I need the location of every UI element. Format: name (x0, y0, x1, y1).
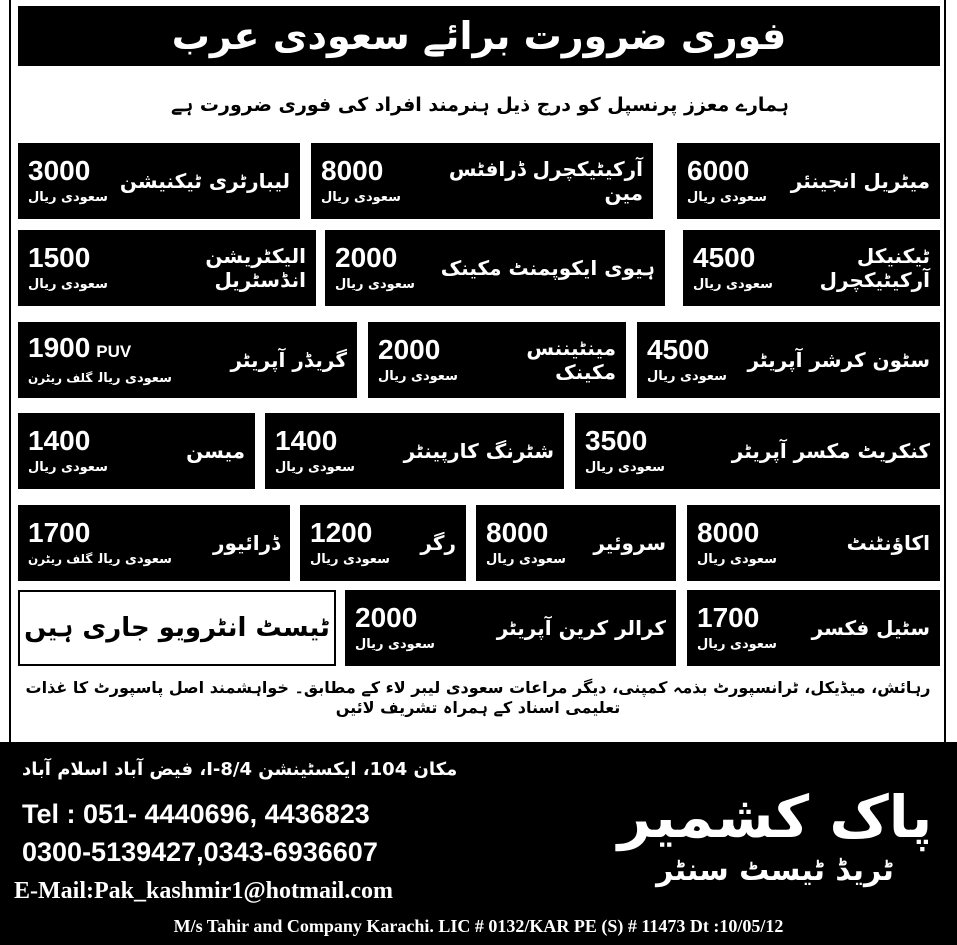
currency-line (647, 366, 727, 386)
salary-value: 6000 (687, 155, 750, 186)
currency-line (28, 187, 108, 207)
job-card (311, 143, 653, 219)
currency-label: سعودی ریال (697, 637, 777, 652)
salary-amount (335, 242, 397, 274)
currency-line (275, 457, 355, 477)
salary-amount (647, 334, 709, 366)
job-title: سروئیر (593, 531, 666, 555)
salary-amount (28, 332, 131, 368)
salary (355, 602, 435, 654)
currency-line (697, 634, 777, 654)
job-card (300, 505, 466, 581)
salary-amount (310, 517, 372, 549)
job-card (476, 505, 676, 581)
salary-value: 1900 (28, 332, 91, 363)
currency-label: سعودی ریال (310, 552, 390, 567)
salary (697, 602, 777, 654)
email: E-Mail:Pak_kashmir1@hotmail.com (14, 878, 393, 904)
salary-value: 8000 (697, 517, 760, 548)
salary-value: 1400 (28, 425, 91, 456)
currency-label: سعودی ریال (693, 277, 773, 292)
job-title: ڈرائیور (212, 531, 280, 555)
test-interview-notice: ٹیسٹ انٹرویو جاری ہیں (18, 590, 336, 666)
job-card (18, 143, 300, 219)
job-title: ٹیکنیکل آرکیٹیکچرل (819, 244, 930, 292)
salary-value: 4500 (647, 334, 710, 365)
salary (335, 242, 415, 294)
currency-line (28, 457, 108, 477)
salary (647, 334, 727, 386)
currency-line (486, 549, 566, 569)
currency-label: سعودی ریال (335, 277, 415, 292)
currency-label: سعودی ریال (486, 552, 566, 567)
address: مکان 104، ایکسٹینشن I-8/4، فیض آباد اسلام آباد (22, 759, 458, 780)
job-title: مینٹیننس مکینک (526, 336, 616, 384)
salary (275, 425, 355, 477)
salary-amount (693, 242, 755, 274)
salary-tag: PUV (96, 342, 132, 361)
currency-line (28, 368, 172, 388)
job-card (18, 505, 290, 581)
currency-label: سعودی ریال (275, 460, 355, 475)
job-title: میٹریل انجینئر (790, 169, 930, 193)
job-card (18, 413, 255, 489)
currency-line (697, 549, 777, 569)
currency-label: سعودی ریال (28, 460, 108, 475)
salary-amount (697, 517, 759, 549)
currency-line (28, 549, 172, 569)
intro-text: ہمارے معزز پرنسپل کو درج ذیل ہنرمند افراد کی فوری ضرورت ہے (171, 94, 789, 116)
salary-amount (697, 602, 759, 634)
salary (378, 334, 458, 386)
job-title: ہیوی ایکوپمنٹ مکینک (440, 256, 655, 280)
salary (321, 155, 401, 207)
salary (687, 155, 767, 207)
job-card (18, 322, 357, 398)
ad-title: فوری ضرورت برائے سعودی عرب (18, 6, 940, 66)
currency-label: سعودی ریال (687, 190, 767, 205)
job-card (345, 590, 676, 666)
brand-logo (615, 782, 935, 890)
currency-line (378, 366, 458, 386)
salary-amount (585, 425, 647, 457)
job-card (683, 230, 940, 306)
job-card (687, 590, 940, 666)
currency-line (310, 549, 390, 569)
salary-amount (28, 425, 90, 457)
currency-label: سعودی ریال (28, 190, 108, 205)
salary (28, 242, 108, 294)
job-title: کرالر کرین آپریٹر (496, 616, 666, 640)
currency-line (335, 274, 415, 294)
job-card (265, 413, 564, 489)
salary-amount (28, 242, 90, 274)
job-title: آرکیٹیکچرل ڈرافٹس مین (448, 157, 643, 205)
salary-value: 3500 (585, 425, 648, 456)
salary (28, 425, 108, 477)
salary (28, 517, 172, 569)
benefits-note: رہائش، میڈیکل، ٹرانسپورٹ بذمہ کمپنی، دیگر مراعات سعودی لیبر لاء کے مطابق۔ خواہشمند اصل پاسپورٹ کا غذات تعلیمی اسناد کے ہمراہ تشریف لائیں (25, 678, 931, 717)
telephone: Tel : 051- 4440696, 4436823 (22, 799, 370, 829)
gulf-return-label: گلف ریٹرن (28, 552, 93, 566)
job-title: شٹرنگ کارپینٹر (403, 439, 554, 463)
salary (585, 425, 665, 477)
currency-label: سعودی ریال (647, 369, 727, 384)
job-card (325, 230, 665, 306)
salary (28, 332, 172, 388)
currency-label: سعودی ریال (98, 371, 172, 386)
salary-amount (28, 155, 90, 187)
salary-value: 2000 (335, 242, 398, 273)
job-title: سٹون کرشر آپریٹر (747, 348, 930, 372)
salary (310, 517, 390, 569)
mobile-numbers: 0300-5139427,0343-6936607 (22, 837, 378, 867)
currency-label: سعودی ریال (355, 637, 435, 652)
job-title: سٹیل فکسر (811, 616, 930, 640)
job-title: لیبارٹری ٹیکنیشن (119, 169, 290, 193)
currency-label: سعودی ریال (378, 369, 458, 384)
job-title: میسن (186, 439, 245, 463)
salary-amount (321, 155, 383, 187)
currency-line (28, 274, 108, 294)
currency-line (355, 634, 435, 654)
job-title: الیکٹریشن انڈسٹریل (205, 244, 306, 292)
salary-amount (28, 517, 90, 549)
salary-amount (275, 425, 337, 457)
salary-amount (486, 517, 548, 549)
salary-amount (355, 602, 417, 634)
job-card (575, 413, 940, 489)
salary-amount (378, 334, 440, 366)
currency-line (693, 274, 773, 294)
job-title: گریڈر آپریٹر (230, 348, 347, 372)
salary-value: 1700 (697, 602, 760, 633)
job-card (687, 505, 940, 581)
currency-line (585, 457, 665, 477)
job-title: اکاؤنٹنٹ (846, 531, 930, 555)
salary (28, 155, 108, 207)
job-title: کنکریٹ مکسر آپریٹر (731, 439, 930, 463)
salary-value: 1200 (310, 517, 373, 548)
currency-label: سعودی ریال (697, 552, 777, 567)
currency-label: سعودی ریال (321, 190, 401, 205)
salary-value: 1700 (28, 517, 91, 548)
job-card (637, 322, 940, 398)
salary-value: 3000 (28, 155, 91, 186)
salary-value: 2000 (378, 334, 441, 365)
brand-name: پاک کشمیر (617, 783, 933, 851)
salary-value: 2000 (355, 602, 418, 633)
job-card (18, 230, 316, 306)
salary (693, 242, 773, 294)
currency-line (687, 187, 767, 207)
salary (697, 517, 777, 569)
job-card (677, 143, 940, 219)
currency-label: سعودی ریال (585, 460, 665, 475)
salary-amount (687, 155, 749, 187)
brand-subtitle: ٹریڈ ٹیسٹ سنٹر (656, 853, 894, 888)
salary (486, 517, 566, 569)
salary-value: 1500 (28, 242, 91, 273)
footer (0, 742, 957, 945)
job-card (368, 322, 626, 398)
gulf-return-label: گلف ریٹرن (28, 371, 93, 385)
currency-line (321, 187, 401, 207)
license-line: M/s Tahir and Company Karachi. LIC # 0132/KAR PE (S) # 11473 Dt :10/05/12 (173, 916, 784, 936)
currency-label: سعودی ریال (28, 277, 108, 292)
job-title: رگر (420, 531, 456, 555)
salary-value: 4500 (693, 242, 756, 273)
salary-value: 1400 (275, 425, 338, 456)
salary-value: 8000 (486, 517, 549, 548)
currency-label: سعودی ریال (98, 552, 172, 567)
salary-value: 8000 (321, 155, 384, 186)
